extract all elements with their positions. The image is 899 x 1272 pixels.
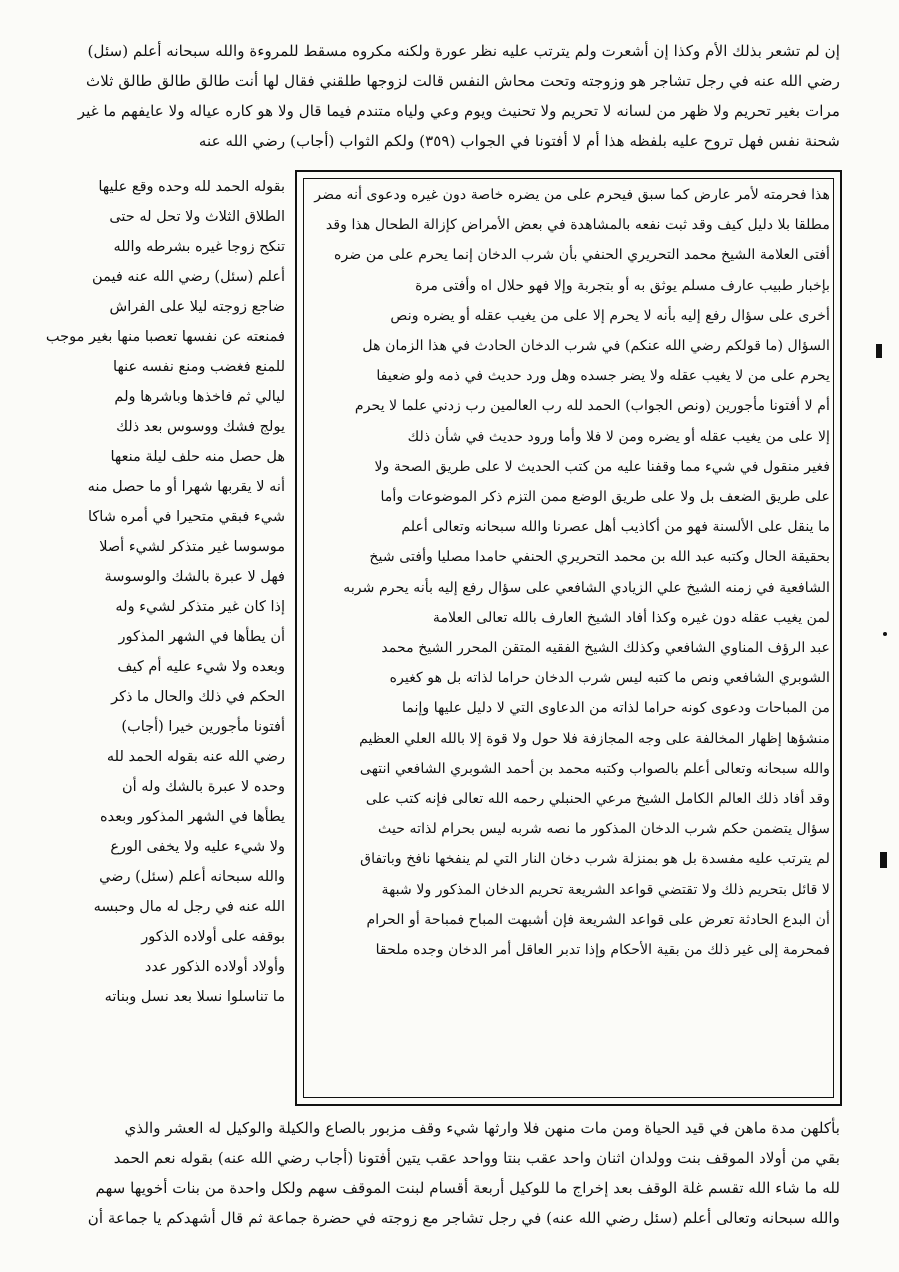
text-line: بإخبار طبيب عارف مسلم يوثق به أو بتجربة وإلا فهو حلال اه وأفتى مرة [415, 277, 830, 294]
text-line: موسوسا غير متذكر لشيء أصلا [99, 539, 285, 555]
text-line: الله عنه في رجل له مال وحبسه [93, 899, 285, 915]
text-line: شحنة نفس فهل تروح عليه بلفظه هذا أم لا أفتونا في الجواب (٣٥٩) ولكم الثواب (أجاب) رضي الله عنه [198, 132, 840, 150]
side-column [45, 172, 285, 1113]
text-line: أنه لا يقربها شهرا أو ما حصل منه [87, 479, 285, 495]
text-line: لم يترتب عليه مفسدة بل هو بمنزلة شرب دخان النار التي لم ينفخها نافخ وباتفاق [360, 851, 830, 868]
text-line: لا قائل بتحريم ذلك ولا تقتضي قواعد الشريعة تحريم الدخان المذكور ولا شبهة [381, 881, 830, 898]
text-line: السؤال (ما قولكم رضي الله عنكم) في شرب الدخان الحادث في هذا الزمان هل [362, 338, 830, 355]
text-line: رضي الله عنه بقوله الحمد لله [106, 749, 285, 765]
text-line: مرات بغير تحريم ولا ظهر من لسانه لا تحريم ولا تحنيث ويوم وعي ولياه متندم فيما قال ولا هو كاره عياله ولا عايفهم ما غير [77, 102, 840, 120]
text-line: ما تناسلوا نسلا بعد نسل وبناته [104, 989, 285, 1005]
text-line: أعلم (سئل) رضي الله عنه فيمن [92, 269, 285, 285]
text-line: ولا شيء عليه ولا يخفى الورع [110, 839, 285, 855]
text-line: على طريق الضعف بل ولا على طريق الوضع ممن التزم ذكر الموضوعات وأما [380, 489, 830, 506]
text-line: وأولاد أولاده الذكور عدد [144, 959, 285, 975]
text-line: ما ينقل على الألسنة فهو من أكاذيب أهل عصرنا والله سبحانه وتعالى أعلم [401, 519, 830, 536]
text-line: الحكم في ذلك والحال ما ذكر [111, 689, 285, 705]
text-line: ليالي ثم فاخذها وباشرها ولم [114, 389, 285, 405]
text-line: بقوله الحمد لله وحده وقع عليها [98, 179, 285, 195]
text-line: وبعده ولا شيء عليه أم كيف [117, 659, 285, 675]
framed-text [307, 180, 830, 965]
text-line: أخرى على سؤال رفع إليه بأنه لا يحرم إلا على من يغيب عقله أو يضره ونص [390, 307, 830, 324]
text-line: أفتونا مأجورين خيرا (أجاب) [121, 719, 285, 735]
text-line: يحرم على من لا يغيب عقله ولا يضر جسده وهل ورد حديث في ذمه ولو ضعيفا [376, 368, 830, 385]
text-line: يطأها في الشهر المذكور وبعده [99, 809, 285, 825]
text-line: فهل لا عبرة بالشك والوسوسة [104, 569, 285, 585]
text-line: هذا فحرمته لأمر عارض كما سبق فيحرم على من يضره خاصة دون غيره ودعوى أنه مضر [314, 187, 830, 203]
text-line: لله ما شاء الله تقسم غلة الوقف بعد إخراج ما للوكيل أربعة أقسام لبنت الموقف سهم ولكل واحدة من بنات أخويها سهم [95, 1179, 840, 1197]
text-line: منشؤها إظهار المخالفة على وجه المجازفة فلا حول ولا قوة إلا بالله العلي العظيم [359, 730, 830, 747]
text-line: الطلاق الثلاث ولا تحل له حتى [109, 209, 285, 225]
text-line: شيء فبقي متحيرا في أمره شاكا [87, 509, 285, 525]
text-line: سؤال يتضمن حكم شرب الدخان المذكور ما نصه شربه ليس بحرام لذاته حيث [378, 821, 830, 838]
text-line: والله سبحانه وتعالى أعلم (سئل رضي الله عنه) في رجل تشاجر مع زوجته في حضرة جماعة ثم قال أشهدكم يا جماعة أن [87, 1209, 840, 1227]
margin-mark [880, 852, 887, 868]
text-line: مطلقا بلا دليل كيف وقد ثبت نفعه بالمشاهدة في بعض الأمراض كإزالة الطحال هذا وقد [325, 217, 830, 234]
text-line: بوقفه على أولاده الذكور [141, 929, 285, 945]
text-line: فمنعته عن نفسها تعصبا منها بغير موجب [45, 329, 285, 345]
text-line: لمن يغيب عقله دون غيره وكذا أفاد الشيخ العارف بالله تعالى العلامة [432, 609, 830, 626]
text-line: وحده لا عبرة بالشك وله أن [121, 779, 285, 795]
text-line: أم لا أفتونا مأجورين (ونص الجواب) الحمد لله رب العالمين رب زدني علما لا يحرم [354, 398, 830, 415]
text-line: إلا على من يغيب عقله أو يضره ومن لا فلا وأما ورود حديث في شأن ذلك [407, 428, 830, 445]
text-line: والله سبحانه وتعالى أعلم بالصواب وكتبه محمد بن أحمد الشوبري الشافعي انتهى [359, 760, 830, 777]
text-line: أن يطأها في الشهر المذكور [118, 629, 285, 645]
text-line: إذا كان غير متذكر لشيء وله [115, 599, 285, 615]
framed-text-box [295, 170, 842, 1106]
text-line: وقد أفاد ذلك العالم الكامل الشيخ مرعي الحنبلي رحمه الله تعالى فإنه كتب على [365, 791, 830, 808]
text-line: عبد الرؤف المناوي الشافعي وكذلك الشيخ الفقيه المتقن المحرر الشيخ محمد [381, 640, 830, 657]
text-line: الشافعية في زمنه الشيخ علي الزيادي الشافعي على سؤال رفع إليه بأنه يحرم شربه [343, 579, 830, 596]
margin-mark [876, 344, 882, 358]
text-line: للمنع فغضب ومنع نفسه عنها [113, 359, 285, 375]
text-line: تنكح زوجا غيره بشرطه والله [113, 239, 285, 255]
text-line: بحقيقة الحال وكتبه عبد الله بن محمد التحريري الحنفي حامدا مصليا وأفتى شيخ [369, 549, 830, 566]
text-line: والله سبحانه أعلم (سئل) رضي [99, 869, 285, 885]
text-line: الشوبري الشافعي ونص ما كتبه ليس شرب الدخان حراما لذاته بل هو كغيره [389, 670, 830, 687]
text-line: من المباحات ودعوى كونه حراما لذاته من الدعاوى التي لا دليل عليها وإنما [401, 700, 830, 717]
text-line: بقي من أولاد الموقف بنت وولدان اثنان واحد عقب بنتا وواحد عقب يتين أفتونا (أجاب رضي الله عنه) بقوله نعم الحمد [113, 1149, 840, 1167]
text-line: إن لم تشعر بذلك الأم وكذا إن أشعرت ولم يترتب عليه نظر عورة ولكنه مكروه مسقط للمروءة والله سبحانه أعلم (سئل) [87, 42, 840, 60]
text-line: ضاجع زوجته ليلا على الفراش [109, 299, 285, 315]
bottom-text-block [70, 1113, 840, 1253]
text-line: رضي الله عنه في رجل تشاجر هو وزوجته وتحت محاش النفس قالت لزوجها طلقني فقال لها أنت طالق طالق طالق ثلاث [85, 72, 840, 90]
margin-dot [883, 632, 887, 636]
top-text-block [70, 36, 840, 172]
text-line: هل حصل منه حلف ليلة منعها [110, 449, 285, 465]
text-line: فمحرمة إلى غير ذلك من بقية الأحكام وإذا تدبر العاقل أمر الدخان وجده ملحقا [375, 942, 830, 959]
text-line: أن البدع الحادثة تعرض على قواعد الشريعة فإن أشبهت المباح فمباحة أو الحرام [366, 911, 830, 928]
text-line: يولج فشك ووسوس بعد ذلك [116, 419, 285, 435]
text-line: أفتى العلامة الشيخ محمد التحريري الحنفي بأن شرب الدخان إنما يحرم على من ضره [334, 247, 830, 264]
text-line: فغير منقول في شيء مما وقفنا عليه من كتب الحديث لا على طريق الصحة ولا [374, 458, 830, 475]
text-line: بأكلهن مدة ماهن في قيد الحياة ومن مات منهن فلا وارثها شيء وقف مزبور بالصاع والكيلة والوكيل له العشر والذي [124, 1119, 840, 1137]
